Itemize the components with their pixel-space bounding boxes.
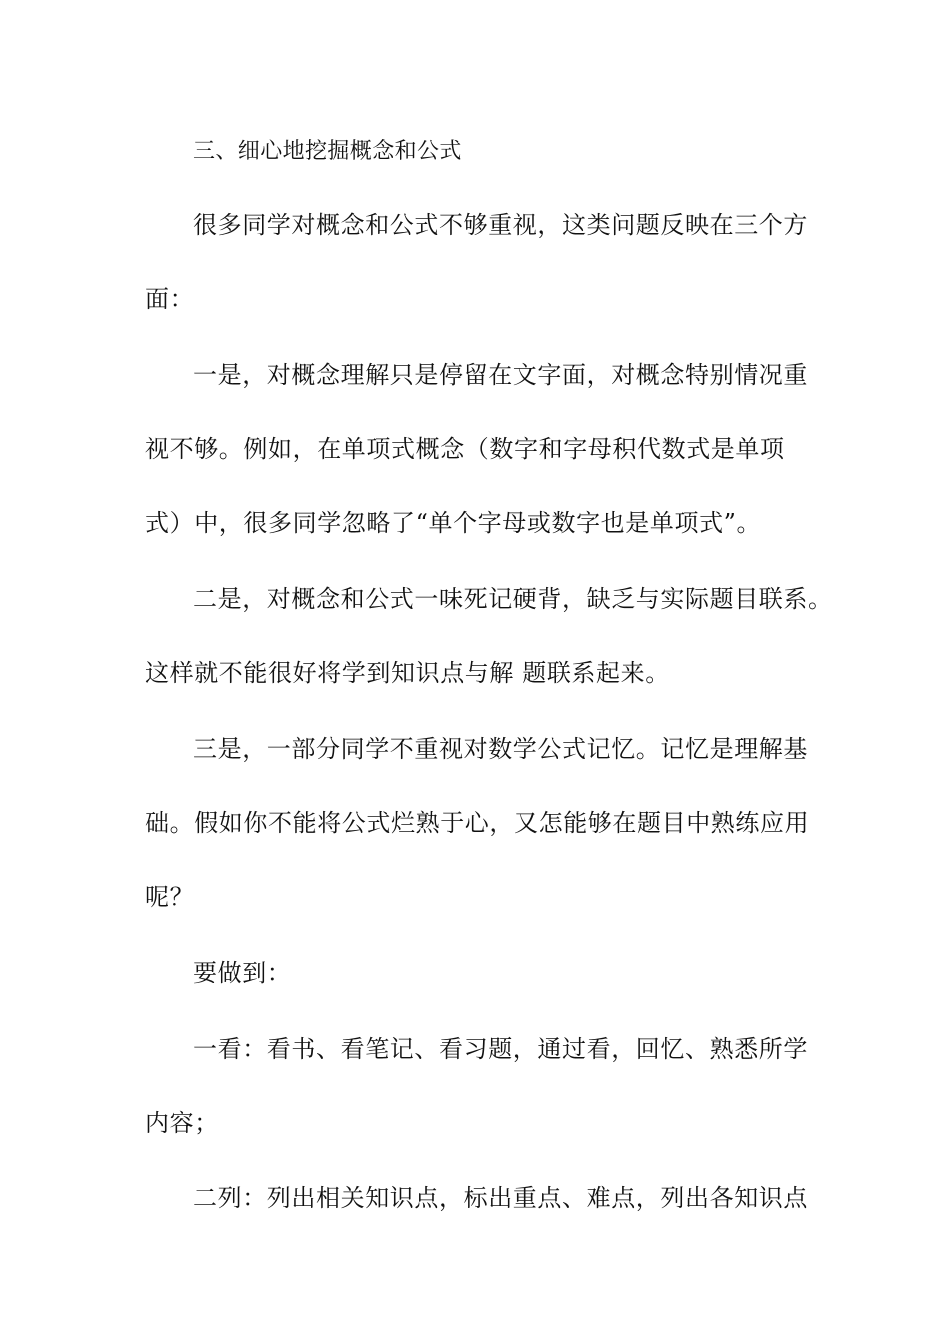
paragraph-line: 很多同学对概念和公式不够重视，这类问题反映在三个方	[193, 211, 808, 239]
section-heading: 三、细心地挖掘概念和公式	[193, 139, 462, 164]
paragraph-line: 一看：看书、看笔记、看习题，通过看，回忆、熟悉所学	[193, 1035, 808, 1063]
paragraph-line: 这样就不能很好将学到知识点与解 题联系起来。	[145, 659, 670, 687]
paragraph-line: 式）中，很多同学忽略了“单个字母或数字也是单项式”。	[145, 509, 762, 537]
paragraph-line: 一是，对概念理解只是停留在文字面，对概念特别情况重	[193, 361, 808, 389]
paragraph-line: 础。假如你不能将公式烂熟于心，又怎能够在题目中熟练应用	[145, 809, 810, 837]
paragraph-line: 二列：列出相关知识点，标出重点、难点，列出各知识点	[193, 1184, 808, 1212]
paragraph-line: 面：	[145, 285, 195, 313]
paragraph-line: 呢？	[145, 883, 195, 911]
paragraph-line: 三是，一部分同学不重视对数学公式记忆。记忆是理解基	[193, 735, 808, 763]
paragraph-line: 要做到：	[193, 959, 292, 987]
paragraph-line: 内容；	[145, 1109, 219, 1137]
paragraph-line: 二是，对概念和公式一味死记硬背，缺乏与实际题目联系。	[193, 585, 833, 613]
paragraph-line: 视不够。例如，在单项式概念（数字和字母积代数式是单项	[145, 435, 785, 463]
